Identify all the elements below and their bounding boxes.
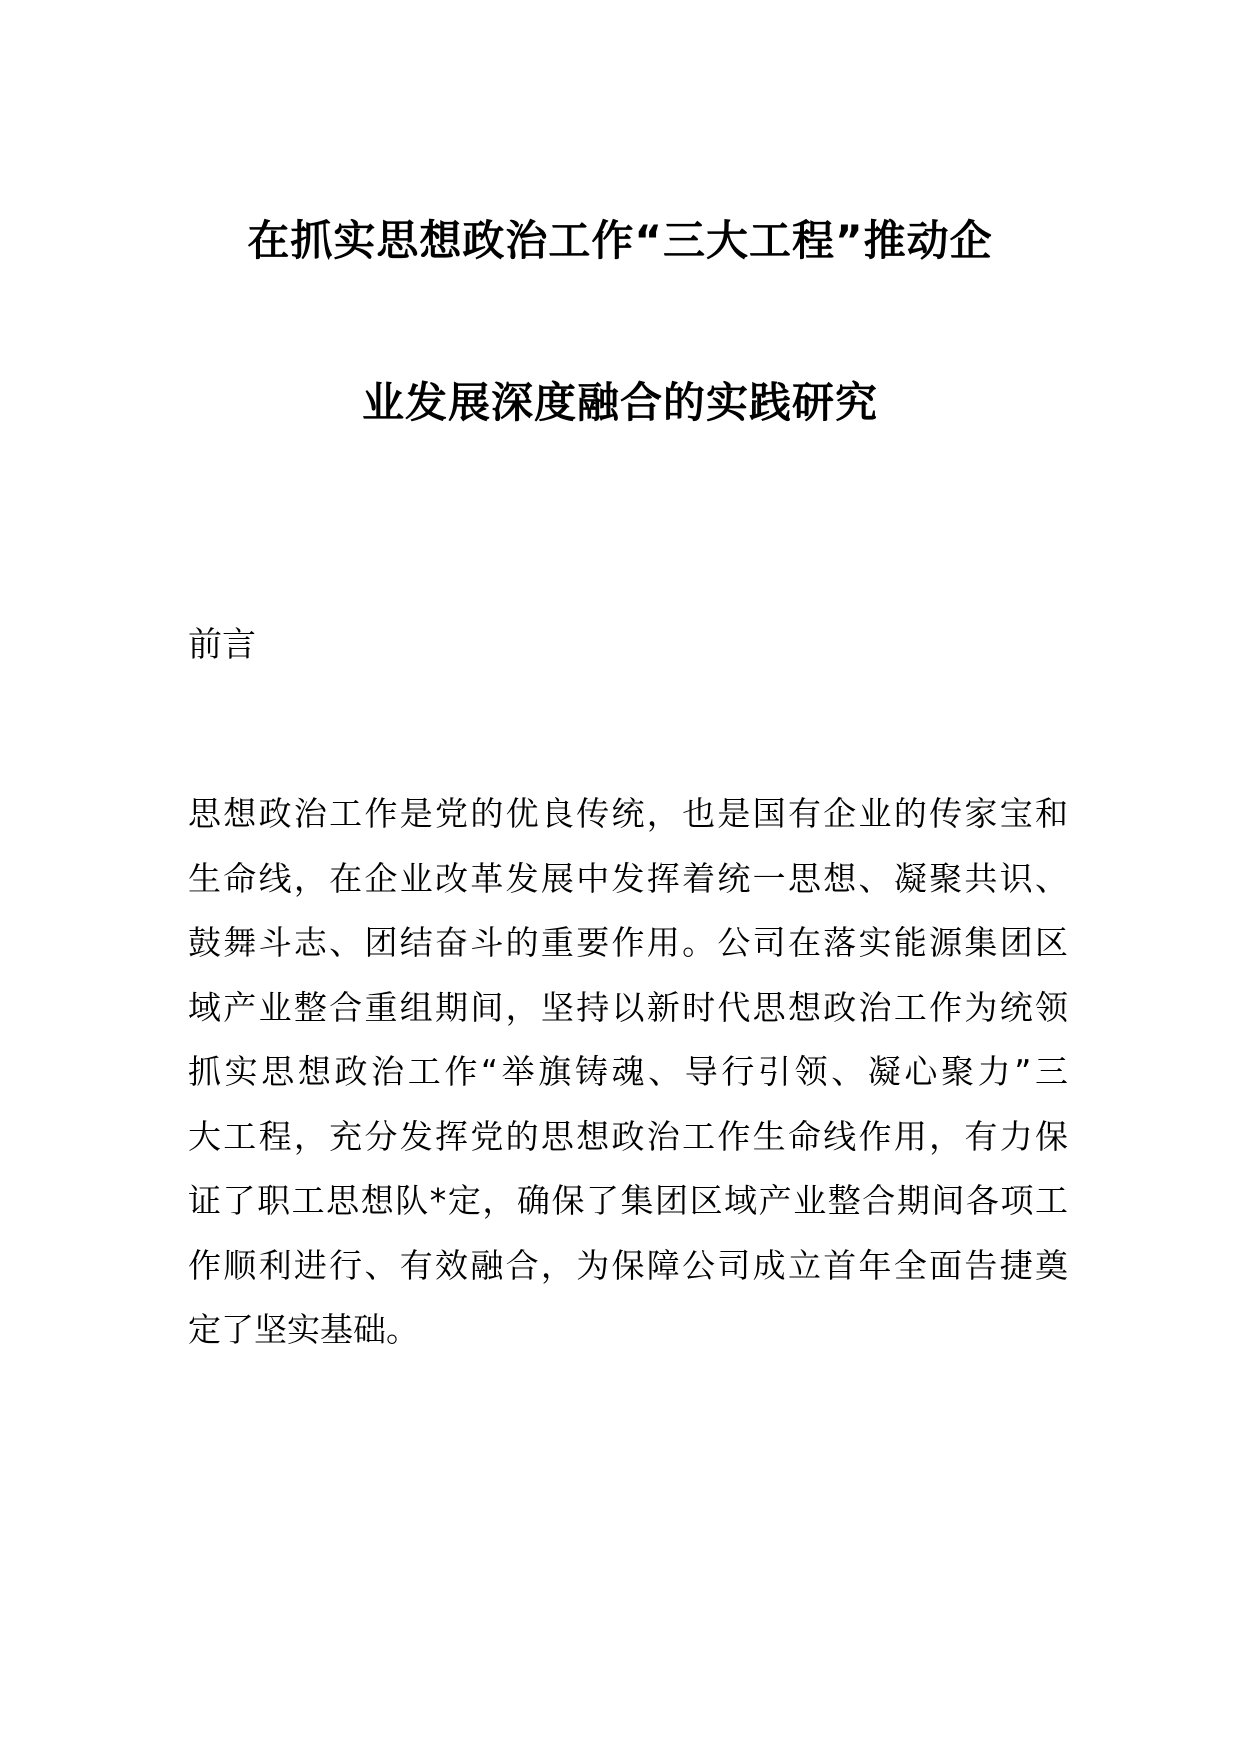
paragraph-line: 抓实思想政治工作“举旗铸魂、导行引领、凝心聚力”三 xyxy=(188,1052,1068,1091)
paragraph-line: 鼓舞斗志、团结奋斗的重要作用。公司在落实能源集团区 xyxy=(188,923,1068,962)
paragraph-line: 思想政治工作是党的优良传统，也是国有企业的传家宝和 xyxy=(188,794,1068,833)
body-paragraph xyxy=(188,782,1068,1363)
paragraph-line: 证了职工思想队*定，确保了集团区域产业整合期间各项工 xyxy=(188,1181,1068,1220)
document-title-line-2: 业发展深度融合的实践研究 xyxy=(361,378,878,427)
paragraph-line: 作顺利进行、有效融合，为保障公司成立首年全面告捷奠 xyxy=(188,1245,1068,1285)
document-title-line-1: 在抓实思想政治工作“三大工程”推动企 xyxy=(247,216,993,265)
section-heading-preface: 前言 xyxy=(188,625,256,665)
paragraph-line: 定了坚实基础。 xyxy=(188,1310,419,1349)
paragraph-line: 域产业整合重组期间，坚持以新时代思想政治工作为统领 xyxy=(188,987,1068,1027)
paragraph-line: 生命线，在企业改革发展中发挥着统一思想、凝聚共识、 xyxy=(188,858,1068,898)
paragraph-line: 大工程，充分发挥党的思想政治工作生命线作用，有力保 xyxy=(188,1116,1068,1156)
